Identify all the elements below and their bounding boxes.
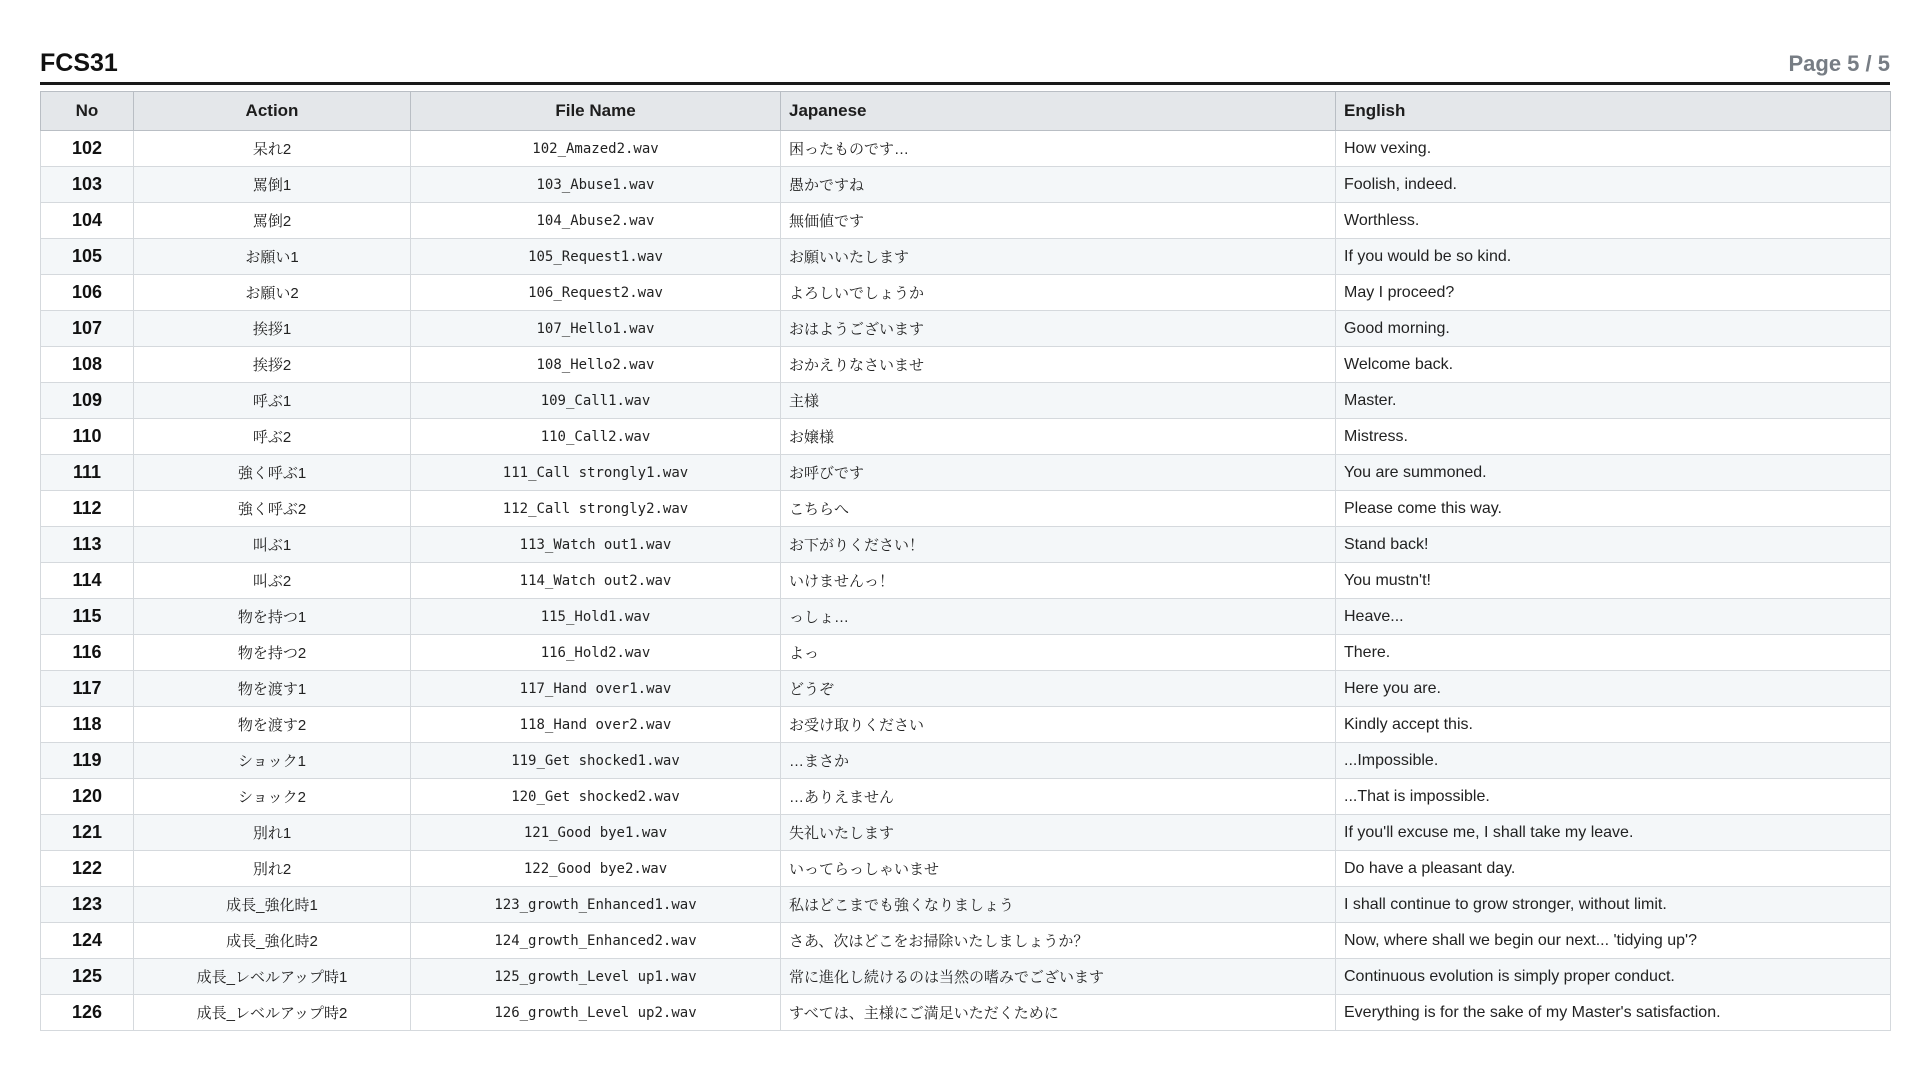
row-japanese: おかえりなさいませ: [781, 347, 1336, 383]
row-number: 104: [41, 203, 134, 239]
table-row: [41, 491, 1891, 527]
row-english: You mustn't!: [1336, 563, 1891, 599]
row-number: 108: [41, 347, 134, 383]
row-japanese: …ありえません: [781, 779, 1336, 815]
row-english: There.: [1336, 635, 1891, 671]
column-header-no: No: [41, 92, 134, 131]
row-number: 107: [41, 311, 134, 347]
row-number: 105: [41, 239, 134, 275]
row-action: 別れ1: [134, 815, 411, 851]
row-action: 成長_レベルアップ時2: [134, 995, 411, 1031]
row-japanese: っしょ…: [781, 599, 1336, 635]
row-file-name: 103_Abuse1.wav: [411, 167, 781, 203]
page-number: Page 5 / 5: [1788, 51, 1890, 76]
row-action: 呼ぶ1: [134, 383, 411, 419]
column-header-japanese: Japanese: [781, 92, 1336, 131]
table-row: [41, 563, 1891, 599]
row-english: ...That is impossible.: [1336, 779, 1891, 815]
row-japanese: お下がりください！: [781, 527, 1336, 563]
row-number: 103: [41, 167, 134, 203]
table-row: [41, 527, 1891, 563]
row-japanese: お受け取りください: [781, 707, 1336, 743]
table-row: [41, 599, 1891, 635]
row-file-name: 123_growth_Enhanced1.wav: [411, 887, 781, 923]
row-action: 呼ぶ2: [134, 419, 411, 455]
row-japanese: よろしいでしょうか: [781, 275, 1336, 311]
row-japanese: 失礼いたします: [781, 815, 1336, 851]
row-japanese: お願いいたします: [781, 239, 1336, 275]
row-english: Master.: [1336, 383, 1891, 419]
row-english: How vexing.: [1336, 131, 1891, 167]
row-action: 叫ぶ2: [134, 563, 411, 599]
row-japanese: お嬢様: [781, 419, 1336, 455]
row-english: You are summoned.: [1336, 455, 1891, 491]
column-header-english: English: [1336, 92, 1891, 131]
row-japanese: おはようございます: [781, 311, 1336, 347]
row-japanese: いってらっしゃいませ: [781, 851, 1336, 887]
row-file-name: 125_growth_Level up1.wav: [411, 959, 781, 995]
column-header-action: Action: [134, 92, 411, 131]
table-row: [41, 923, 1891, 959]
row-action: 罵倒2: [134, 203, 411, 239]
row-number: 111: [41, 455, 134, 491]
row-file-name: 121_Good bye1.wav: [411, 815, 781, 851]
row-action: お願い2: [134, 275, 411, 311]
row-number: 119: [41, 743, 134, 779]
table-header-row: [41, 92, 1891, 131]
row-number: 126: [41, 995, 134, 1031]
row-action: 物を渡す2: [134, 707, 411, 743]
row-file-name: 116_Hold2.wav: [411, 635, 781, 671]
row-file-name: 113_Watch out1.wav: [411, 527, 781, 563]
row-number: 117: [41, 671, 134, 707]
table-row: [41, 959, 1891, 995]
row-number: 122: [41, 851, 134, 887]
table-row: [41, 383, 1891, 419]
row-english: Now, where shall we begin our next... 'tidying up'?: [1336, 923, 1891, 959]
table-row: [41, 995, 1891, 1031]
row-file-name: 106_Request2.wav: [411, 275, 781, 311]
row-action: 罵倒1: [134, 167, 411, 203]
row-english: Here you are.: [1336, 671, 1891, 707]
row-english: I shall continue to grow stronger, without limit.: [1336, 887, 1891, 923]
row-english: Welcome back.: [1336, 347, 1891, 383]
row-english: May I proceed?: [1336, 275, 1891, 311]
row-number: 109: [41, 383, 134, 419]
row-action: 別れ2: [134, 851, 411, 887]
table-row: [41, 851, 1891, 887]
row-english: Kindly accept this.: [1336, 707, 1891, 743]
row-action: 成長_強化時1: [134, 887, 411, 923]
row-file-name: 111_Call strongly1.wav: [411, 455, 781, 491]
row-action: 成長_強化時2: [134, 923, 411, 959]
row-action: 成長_レベルアップ時1: [134, 959, 411, 995]
row-english: Please come this way.: [1336, 491, 1891, 527]
row-file-name: 115_Hold1.wav: [411, 599, 781, 635]
row-english: Foolish, indeed.: [1336, 167, 1891, 203]
row-japanese: 主様: [781, 383, 1336, 419]
row-number: 123: [41, 887, 134, 923]
row-file-name: 112_Call strongly2.wav: [411, 491, 781, 527]
table-row: [41, 311, 1891, 347]
row-action: 物を渡す1: [134, 671, 411, 707]
row-file-name: 117_Hand over1.wav: [411, 671, 781, 707]
table-row: [41, 707, 1891, 743]
table-row: [41, 275, 1891, 311]
row-file-name: 105_Request1.wav: [411, 239, 781, 275]
row-japanese: …まさか: [781, 743, 1336, 779]
table-row: [41, 419, 1891, 455]
row-number: 114: [41, 563, 134, 599]
row-japanese: さあ、次はどこをお掃除いたしましょうか？: [781, 923, 1336, 959]
table-row: [41, 635, 1891, 671]
row-english: Heave...: [1336, 599, 1891, 635]
row-file-name: 126_growth_Level up2.wav: [411, 995, 781, 1031]
table-body: [41, 131, 1891, 1031]
row-file-name: 118_Hand over2.wav: [411, 707, 781, 743]
column-header-file-name: File Name: [411, 92, 781, 131]
row-english: If you would be so kind.: [1336, 239, 1891, 275]
row-file-name: 109_Call1.wav: [411, 383, 781, 419]
row-number: 115: [41, 599, 134, 635]
row-english: Good morning.: [1336, 311, 1891, 347]
table-row: [41, 779, 1891, 815]
row-japanese: 困ったものです…: [781, 131, 1336, 167]
row-action: お願い1: [134, 239, 411, 275]
row-number: 124: [41, 923, 134, 959]
row-file-name: 114_Watch out2.wav: [411, 563, 781, 599]
table-row: [41, 815, 1891, 851]
table-row: [41, 743, 1891, 779]
table-row: [41, 203, 1891, 239]
row-action: 叫ぶ1: [134, 527, 411, 563]
row-japanese: すべては、主様にご満足いただくために: [781, 995, 1336, 1031]
row-number: 118: [41, 707, 134, 743]
row-number: 106: [41, 275, 134, 311]
voice-line-table: [40, 91, 1891, 1031]
table-row: [41, 239, 1891, 275]
row-action: ショック2: [134, 779, 411, 815]
document-page: [40, 40, 1890, 1031]
row-english: Continuous evolution is simply proper conduct.: [1336, 959, 1891, 995]
row-english: ...Impossible.: [1336, 743, 1891, 779]
row-action: ショック1: [134, 743, 411, 779]
row-number: 120: [41, 779, 134, 815]
row-file-name: 110_Call2.wav: [411, 419, 781, 455]
row-file-name: 122_Good bye2.wav: [411, 851, 781, 887]
table-row: [41, 347, 1891, 383]
row-japanese: 無価値です: [781, 203, 1336, 239]
row-number: 102: [41, 131, 134, 167]
row-japanese: お呼びです: [781, 455, 1336, 491]
row-number: 125: [41, 959, 134, 995]
row-action: 挨拶1: [134, 311, 411, 347]
row-english: Stand back!: [1336, 527, 1891, 563]
row-file-name: 102_Amazed2.wav: [411, 131, 781, 167]
row-number: 116: [41, 635, 134, 671]
row-number: 112: [41, 491, 134, 527]
row-japanese: どうぞ: [781, 671, 1336, 707]
row-file-name: 107_Hello1.wav: [411, 311, 781, 347]
page-header: [40, 40, 1890, 85]
row-action: 挨拶2: [134, 347, 411, 383]
row-english: Everything is for the sake of my Master's satisfaction.: [1336, 995, 1891, 1031]
row-japanese: いけませんっ！: [781, 563, 1336, 599]
row-number: 121: [41, 815, 134, 851]
row-english: Mistress.: [1336, 419, 1891, 455]
row-japanese: 常に進化し続けるのは当然の嗜みでございます: [781, 959, 1336, 995]
table-row: [41, 131, 1891, 167]
table-row: [41, 887, 1891, 923]
row-file-name: 104_Abuse2.wav: [411, 203, 781, 239]
row-file-name: 119_Get shocked1.wav: [411, 743, 781, 779]
row-action: 呆れ2: [134, 131, 411, 167]
row-action: 物を持つ2: [134, 635, 411, 671]
row-file-name: 120_Get shocked2.wav: [411, 779, 781, 815]
row-english: If you'll excuse me, I shall take my leave.: [1336, 815, 1891, 851]
row-japanese: よっ: [781, 635, 1336, 671]
row-japanese: 愚かですね: [781, 167, 1336, 203]
row-japanese: 私はどこまでも強くなりましょう: [781, 887, 1336, 923]
row-number: 110: [41, 419, 134, 455]
table-row: [41, 671, 1891, 707]
row-japanese: こちらへ: [781, 491, 1336, 527]
row-number: 113: [41, 527, 134, 563]
table-row: [41, 455, 1891, 491]
row-english: Do have a pleasant day.: [1336, 851, 1891, 887]
document-title: FCS31: [40, 49, 118, 77]
row-action: 強く呼ぶ1: [134, 455, 411, 491]
table-row: [41, 167, 1891, 203]
row-file-name: 124_growth_Enhanced2.wav: [411, 923, 781, 959]
row-file-name: 108_Hello2.wav: [411, 347, 781, 383]
row-action: 強く呼ぶ2: [134, 491, 411, 527]
row-english: Worthless.: [1336, 203, 1891, 239]
row-action: 物を持つ1: [134, 599, 411, 635]
